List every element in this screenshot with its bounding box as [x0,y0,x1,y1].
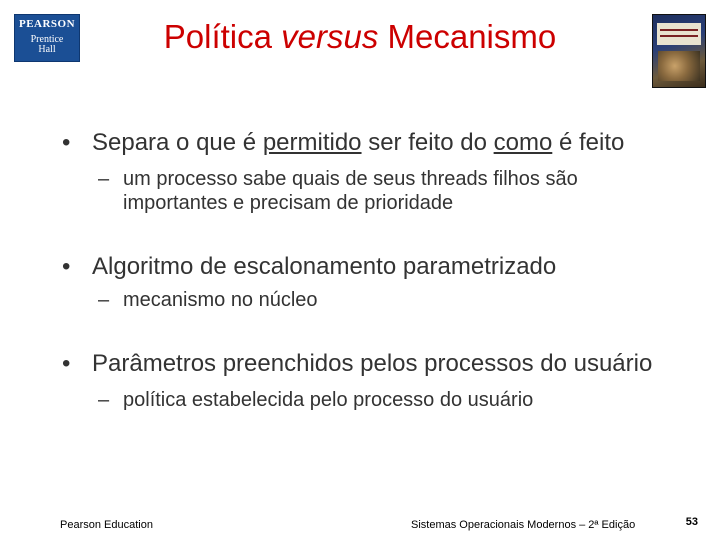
logo-imprint-line1: Prentice [30,34,64,45]
sub-bullet-marker: – [98,289,110,311]
slide-content [62,128,662,412]
bullet-text: Parâmetros preenchidos pelos processos do usuário [92,350,653,377]
title-emphasis: versus [281,18,379,55]
bullet-item [62,349,662,378]
logo-imprint-line2: Hall [38,44,56,55]
bullet-marker: • [62,129,71,156]
bullet-text-post: é feito [552,129,625,156]
sub-bullet-item [62,167,662,215]
cover-title-band [657,23,701,45]
logo-brand: PEARSON [18,18,76,30]
footer-book-title: Sistemas Operacionais Modernos – 2ª Edição [411,519,636,531]
cover-artwork [658,51,700,81]
sub-bullet-marker: – [98,168,110,190]
pearson-prentice-hall-logo [14,14,80,62]
bullet-item [62,252,662,281]
sub-bullet-text: mecanismo no núcleo [123,289,318,311]
bullet-text-mid: ser feito do [361,129,494,156]
bullet-text-pre: Separa o que é [92,129,263,156]
sub-bullet-text: política estabelecida pelo processo do usuário [123,389,534,411]
title-part2: Mecanismo [378,18,557,55]
bullet-text: Algoritmo de escalonamento parametrizado [92,253,557,280]
book-cover-image [652,14,706,88]
page-number: 53 [685,516,698,528]
sub-bullet-item [62,288,662,312]
sub-bullet-marker: – [98,389,110,411]
sub-bullet-item [62,388,662,412]
underlined-word: como [493,129,553,156]
cover-title-line [660,29,698,31]
bullet-marker: • [62,253,71,280]
bullet-marker: • [62,350,71,377]
title-part1: Política [163,18,282,55]
cover-title-line [660,35,698,37]
footer-publisher: Pearson Education [60,519,153,531]
bullet-item [62,128,662,157]
sub-bullet-text: um processo sabe quais de seus threads filhos são importantes e precisam de prioridade [123,168,578,214]
underlined-word: permitido [262,129,362,156]
slide-title [90,18,630,56]
